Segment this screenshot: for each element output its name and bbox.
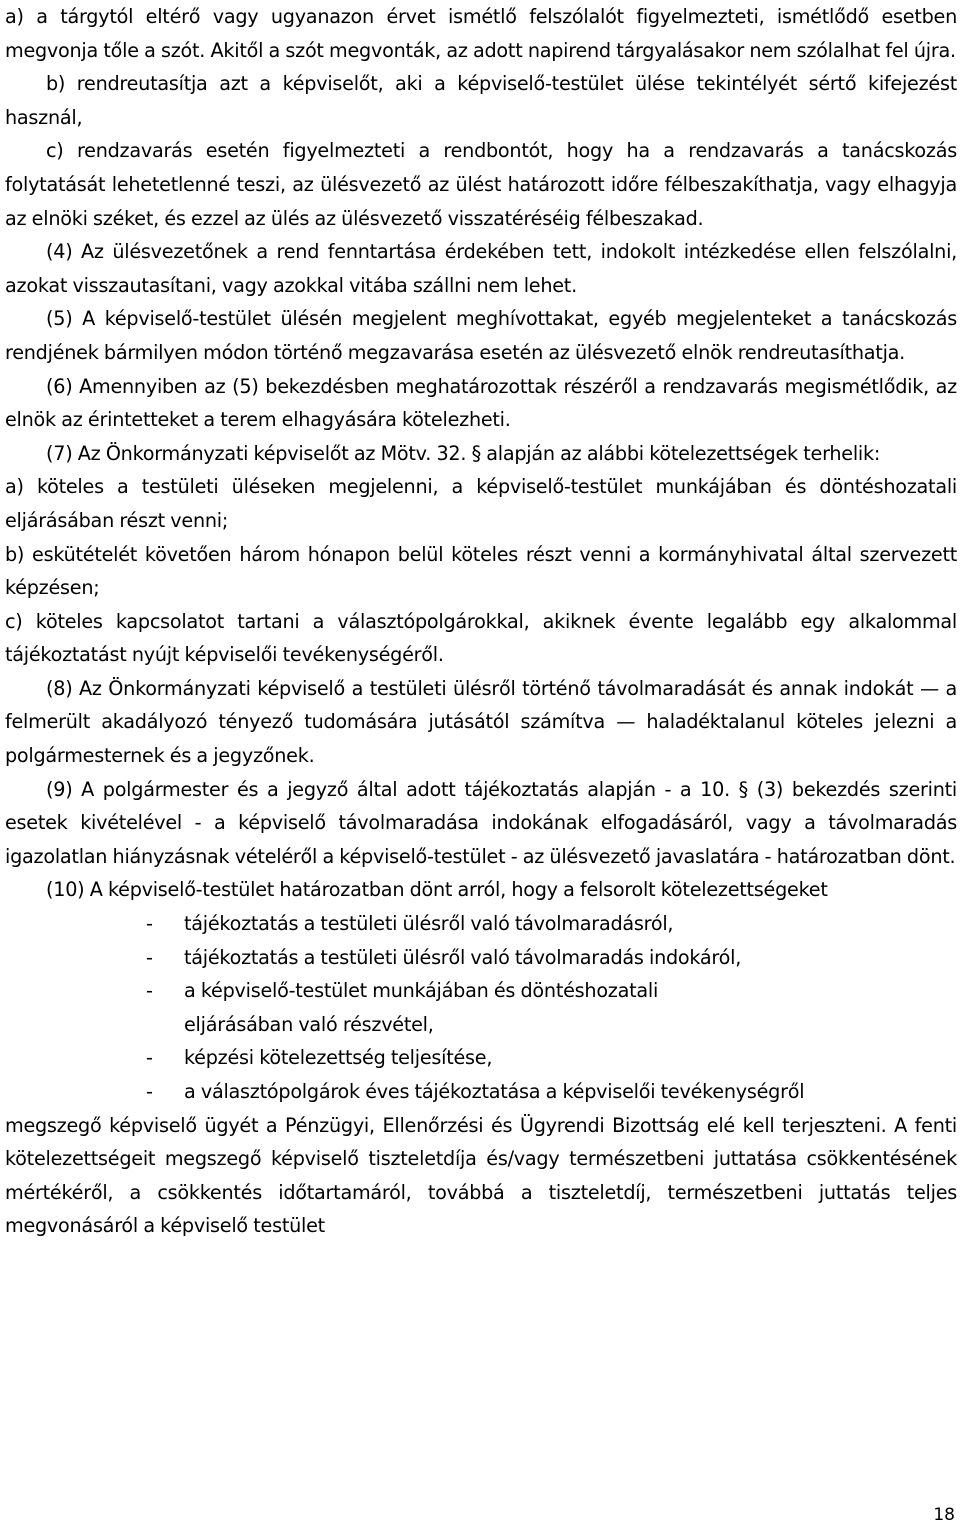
dash-bullet: - [146, 1046, 153, 1070]
page-number: 18 [933, 1505, 955, 1525]
list-item [5, 907, 957, 941]
dash-bullet: - [146, 1080, 153, 1103]
paragraph-9: (9) A polgármester és a jegyző által adott tájékoztatás alapján - a 10. § (3) bekezdés szerinti esetek kivételével - a képviselő távolmaradása indokának elfogadásáról, vagy a távolmaradás igazolatlan hiányzásnak vételéről a képviselő-testület - az ülésvezető javaslatára - határozatban dönt. [5, 777, 957, 868]
list-item-text: képzési kötelezettség teljesítése, [184, 1046, 493, 1070]
paragraph-3b: b) rendreutasítja azt a képviselőt, aki a képviselő-testület ülése tekintélyét sértő kifejezést használ, [5, 72, 957, 129]
list-item [5, 1075, 957, 1109]
obligations-list [5, 907, 957, 1109]
list-item-text: a választópolgárok éves tájékoztatása a képviselői tevékenységről [184, 1080, 805, 1103]
paragraph-3a: a) a tárgytól eltérő vagy ugyanazon érvet ismétlő felszólalót figyelmezteti, ismétlődő esetben megvonja tőle a szót. Akitől a szót megvonták, az adott napirend tárgyalásakor nem szólalhat fel újra. [5, 5, 957, 62]
list-item [5, 974, 957, 1041]
paragraph-6: (6) Amennyiben az (5) bekezdésben meghatározottak részéről a rendzavarás megismétlődik, az elnök az érintetteket a terem elhagyására kötelezheti. [5, 374, 957, 432]
paragraph-8: (8) Az Önkormányzati képviselő a testületi ülésről történő távolmaradását és annak indokát — a felmerült akadályozó tényező tudomására jutásától számítva — haladéktalanul köteles jelezni a polgármesternek és a jegyzőnek. [5, 676, 957, 768]
list-item [5, 941, 957, 975]
paragraph-7a: a) köteles a testületi üléseken megjelenni, a képviselő-testület munkájában és döntéshozatali eljárásában részt venni; [5, 475, 957, 532]
list-item-text: tájékoztatás a testületi ülésről való távolmaradás indokáról, [184, 945, 742, 969]
paragraph-5: (5) A képviselő-testület ülésén megjelent meghívottakat, egyéb megjelenteket a tanácskozás rendjének bármilyen módon történő megzavarása esetén az ülésvezető elnök rendreutasíthatja. [5, 307, 957, 364]
list-item-text: tájékoztatás a testületi ülésről való távolmaradásról, [184, 912, 674, 936]
closing-paragraph: megszegő képviselő ügyét a Pénzügyi, Ellenőrzési és Ügyrendi Bizottság elé kell terjeszteni. A fenti kötelezettségeit megszegő képviselő tiszteletdíja és/vagy természetbeni juttatása csökkentésének mértékéről, a csökkentés időtartamáról, továbbá a tiszteletdíj, természetbeni juttatás teljes megvonásáról a képviselő testület [5, 1113, 957, 1238]
dash-bullet: - [146, 979, 153, 1003]
paragraph-4: (4) Az ülésvezetőnek a rend fenntartása érdekében tett, indokolt intézkedése ellen felszólalni, azokat visszautasítani, vagy azokkal vitába szállni nem lehet. [5, 240, 957, 297]
dash-bullet: - [146, 945, 153, 969]
list-item [5, 1041, 957, 1075]
paragraph-3c: c) rendzavarás esetén figyelmezteti a rendbontót, hogy ha a rendzavarás a tanácskozás folytatását lehetetlenné teszi, az ülésvezető az ülést határozott időre félbeszakíthatja, vagy elhagyja az elnöki széket, és ezzel az ülés az ülésvezető visszatéréséig félbeszakad. [5, 139, 957, 230]
paragraph-7: (7) Az Önkormányzati képviselőt az Mötv. 32. § alapján az alábbi kötelezettségek terhelik: [46, 441, 881, 465]
document-page [5, 0, 957, 1243]
paragraph-7b: b) eskütételét követően három hónapon belül köteles részt venni a kormányhivatal által szervezett képzésen; [5, 542, 957, 600]
paragraph-10: (10) A képviselő-testület határozatban dönt arról, hogy a felsorolt kötelezettségeket [46, 878, 828, 902]
paragraph-7c: c) köteles kapcsolatot tartani a választópolgárokkal, akiknek évente legalább egy alkalommal tájékoztatást nyújt képviselői tevékenységéről. [5, 609, 957, 667]
dash-bullet: - [146, 912, 153, 936]
list-item-text: a képviselő-testület munkájában és döntéshozatali eljárásában való részvétel, [184, 979, 659, 1036]
